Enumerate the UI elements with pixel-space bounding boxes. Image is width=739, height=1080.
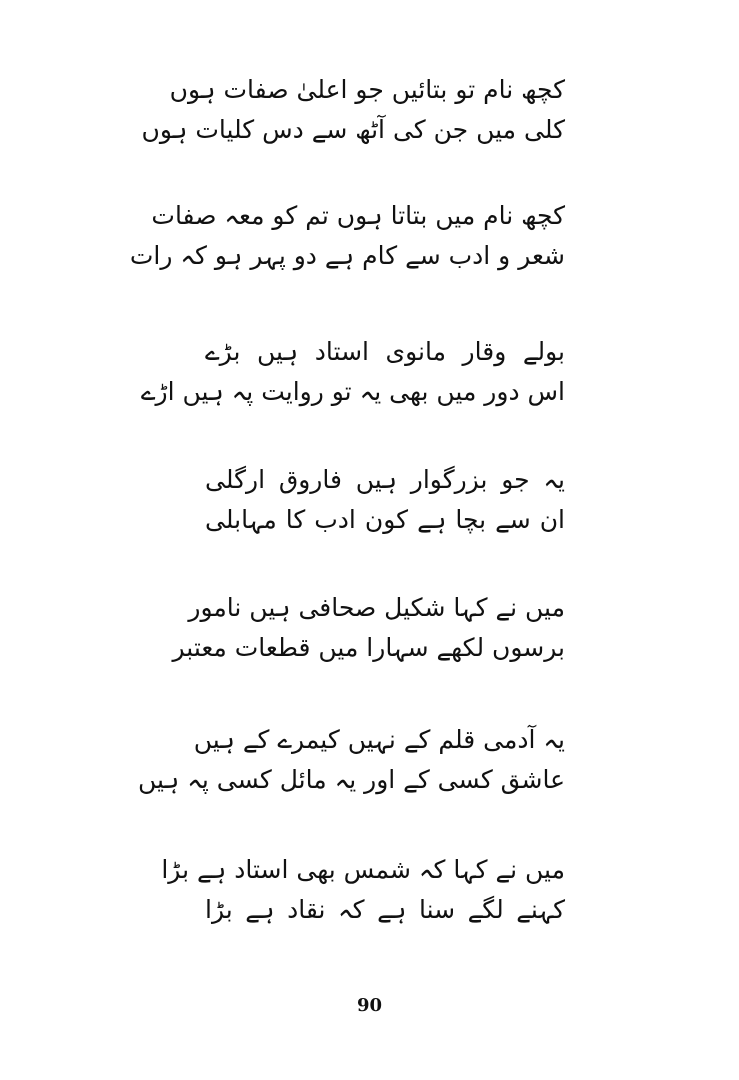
verse-line: میں نے کہا شکیل صحافی ہیں نامور bbox=[188, 593, 565, 622]
verse-line: کچھ نام میں بتاتا ہوں تم کو معہ صفات bbox=[151, 201, 565, 230]
verse-line: ان سے بچا ہے کون ادب کا مہابلی bbox=[205, 505, 565, 534]
verse-line: کہنے لگے سنا ہے کہ نقاد ہے بڑا bbox=[205, 895, 565, 924]
verse-line: شعر و ادب سے کام ہے دو پہر ہو کہ رات bbox=[129, 241, 565, 270]
verse-line: عاشق کسی کے اور یہ مائل کسی پہ ہیں bbox=[138, 765, 565, 794]
stanza-1 bbox=[141, 70, 565, 150]
stanza-4 bbox=[205, 460, 565, 540]
verse-line: کلی میں جن کی آٹھ سے دس کلیات ہوں bbox=[141, 115, 565, 144]
verse-line: میں نے کہا کہ شمس بھی استاد ہے بڑا bbox=[161, 855, 565, 884]
page-number: 90 bbox=[356, 995, 383, 1016]
stanza-3 bbox=[140, 332, 565, 412]
verse-line: یہ جو بزرگوار ہیں فاروق ارگلی bbox=[205, 465, 565, 494]
verse-line: کچھ نام تو بتائیں جو اعلیٰ صفات ہوں bbox=[169, 75, 565, 104]
verse-line: برسوں لکھے سہارا میں قطعات معتبر bbox=[172, 633, 565, 662]
stanza-7 bbox=[161, 850, 565, 930]
stanza-5 bbox=[172, 588, 565, 668]
verse-line: یہ آدمی قلم کے نہیں کیمرے کے ہیں bbox=[193, 725, 565, 754]
verse-line: بولے وقار مانوی استاد ہیں بڑے bbox=[205, 337, 565, 366]
stanza-6 bbox=[138, 720, 565, 800]
verse-line: اس دور میں بھی یہ تو روایت پہ ہیں اڑے bbox=[140, 377, 565, 406]
stanza-2 bbox=[129, 196, 565, 276]
